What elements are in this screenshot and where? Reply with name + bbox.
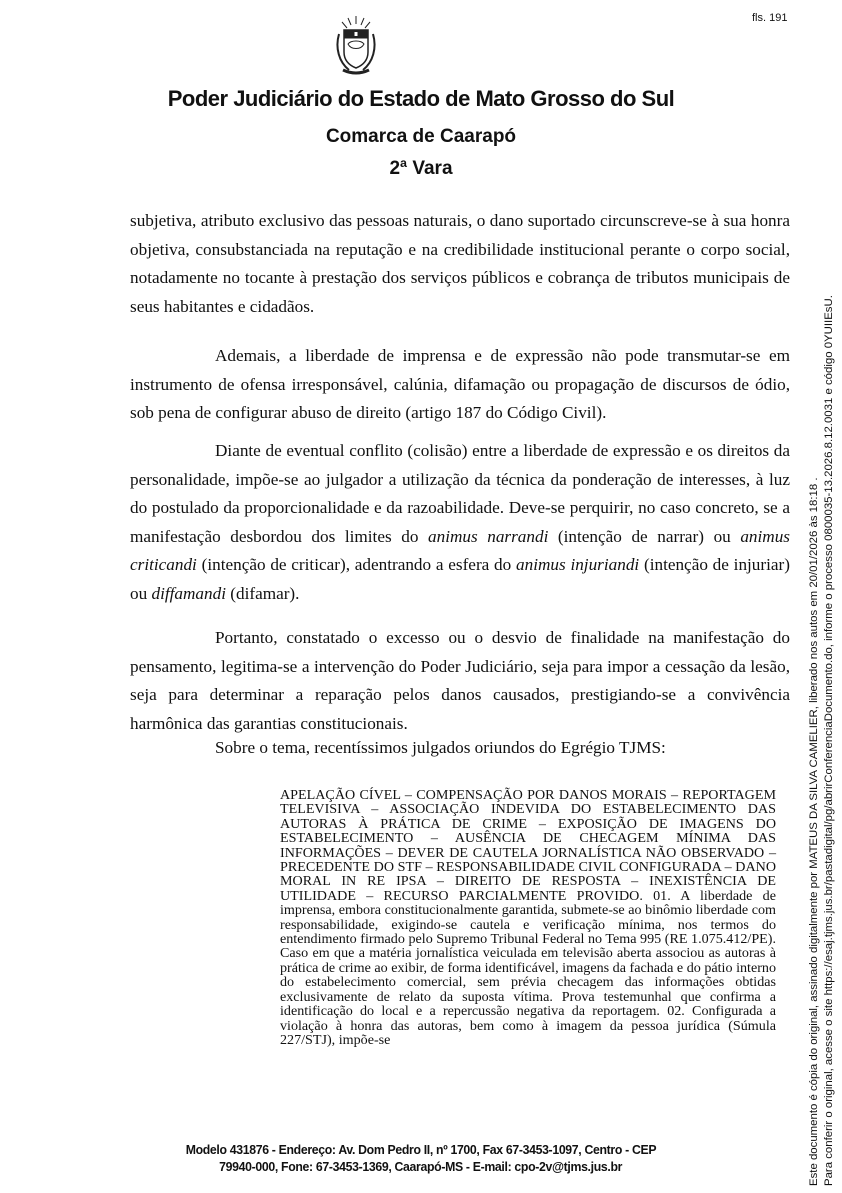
digital-signature-note: Este documento é cópia do original, assinado digitalmente por MATEUS DA SILVA CAMELIER, liberado nos autos em 20/01/2026 às 18:18 . (808, 477, 820, 1186)
text-segment: (intenção de injuriar) ou (130, 555, 790, 603)
footer-address (0, 1141, 842, 1175)
latin-term: animus injuriandi (516, 555, 640, 575)
jurisprudence-quote: APELAÇÃO CÍVEL – COMPENSAÇÃO POR DANOS MORAIS – REPORTAGEM TELEVISIVA – ASSOCIAÇÃO INDEVIDA DO ESTABELECIMENTO DAS AUTORAS À PRÁTICA DE CRIME – EXPOSIÇÃO DE IMAGENS DO ESTABELECIMENTO – AUSÊNCIA DE CHECAGEM MÍNIMA DAS INFORMAÇÕES – DEVER DE CAUTELA JORNALÍSTICA NÃO OBSERVADO – PRECEDENTE DO STF – RESPONSABILIDADE CIVIL CONFIGURADA – DANO MORAL IN RE IPSA – DIREITO DE RESPOSTA – INEXISTÊNCIA DE UTILIDADE – RECURSO PARCIALMENTE PROVIDO. 01. A liberdade de imprensa, embora constitucionalmente garantida, submete-se ao binômio liberdade com responsabilidade, exigindo-se cautela e verificação mínima, nos termos do entendimento firmado pelo Supremo Tribunal Federal no Tema 995 (RE 1.075.412/PE). Caso em que a matéria jornalística veiculada em televisão aberta associou as autoras à prática de crime ao exibir, de forma identificável, imagens da fachada e do pátio interno do estabelecimento comercial, sem prévia checagem das informações obtidas exclusivamente de relato da suposta vítima. Prova testemunhal que confirma a identificação do local e a repercussão negativa da reportagem. 02. Configurada a violação à honra das autoras, bem como à imagem da pessoa jurídica (Súmula 227/STJ), impõe-se (280, 787, 776, 1048)
footer-line-1: Modelo 431876 - Endereço: Av. Dom Pedro II, nº 1700, Fax 67-3453-1097, Centro - CEP (185, 1142, 657, 1157)
court-title: Poder Judiciário do Estado de Mato Grosso do Sul (167, 86, 675, 111)
verification-note: Para conferir o original, acesse o site https://esaj.tjms.jus.br/pastadigital/pg/abrirConferenciaDocumento.do, informe o processo 0800035-13.2026.8.12.0031 e código 0YUIIEsU. (823, 295, 835, 1186)
page-number: fls. 191 (752, 12, 788, 24)
text-segment: Diante de eventual conflito (colisão) entre a liberdade de expressão e os direitos da personalidade, impõe-se ao julgador a utilização da técnica da ponderação de interesses, à luz do postulado da proporcionalidade e da razoabilidade. Deve-se perquirir, no caso concreto, se a manifestação desbordou dos limites do (130, 441, 790, 546)
paragraph-5: Sobre o tema, recentíssimos julgados oriundos do Egrégio TJMS: (215, 738, 666, 757)
vara-title: 2ª Vara (389, 158, 453, 179)
paragraph-1: subjetiva, atributo exclusivo das pessoas naturais, o dano suportado circunscreve-se à sua honra objetiva, consubstanciada na reputação e na credibilidade institucional perante o corpo social, notadamente no tocante à prestação dos serviços públicos e cobrança de tributos municipais de seus habitantes e cidadãos. (130, 211, 790, 316)
paragraph-4: Portanto, constatado o excesso ou o desvio de finalidade na manifestação do pensamento, legitima-se a intervenção do Poder Judiciário, seja para impor a cessação da lesão, seja para determinar a reparação pelos danos causados, prestigiando-se a convivência harmônica das garantias constitucionais. (130, 628, 790, 733)
footer-line-2: 79940-000, Fone: 67-3453-1369, Caarapó-MS - E-mail: cpo-2v@tjms.jus.br (219, 1159, 623, 1174)
text-segment: (difamar). (225, 583, 300, 603)
latin-term: animus criticandi (130, 526, 790, 575)
text-segment: (intenção de criticar), adentrando a esfera do (196, 555, 517, 575)
latin-term: diffamandi (151, 583, 226, 603)
comarca-title: Comarca de Caarapó (325, 126, 517, 147)
latin-term: animus narrandi (428, 526, 549, 546)
paragraph-3 (130, 437, 790, 609)
paragraph-2: Ademais, a liberdade de imprensa e de expressão não pode transmutar-se em instrumento de ofensa irresponsável, calúnia, difamação ou propagação de discursos de ódio, sob pena de configurar abuso de direito (artigo 187 do Código Civil). (130, 346, 790, 423)
coat-of-arms-emblem (333, 14, 379, 78)
text-segment: (intenção de narrar) ou (548, 526, 741, 546)
